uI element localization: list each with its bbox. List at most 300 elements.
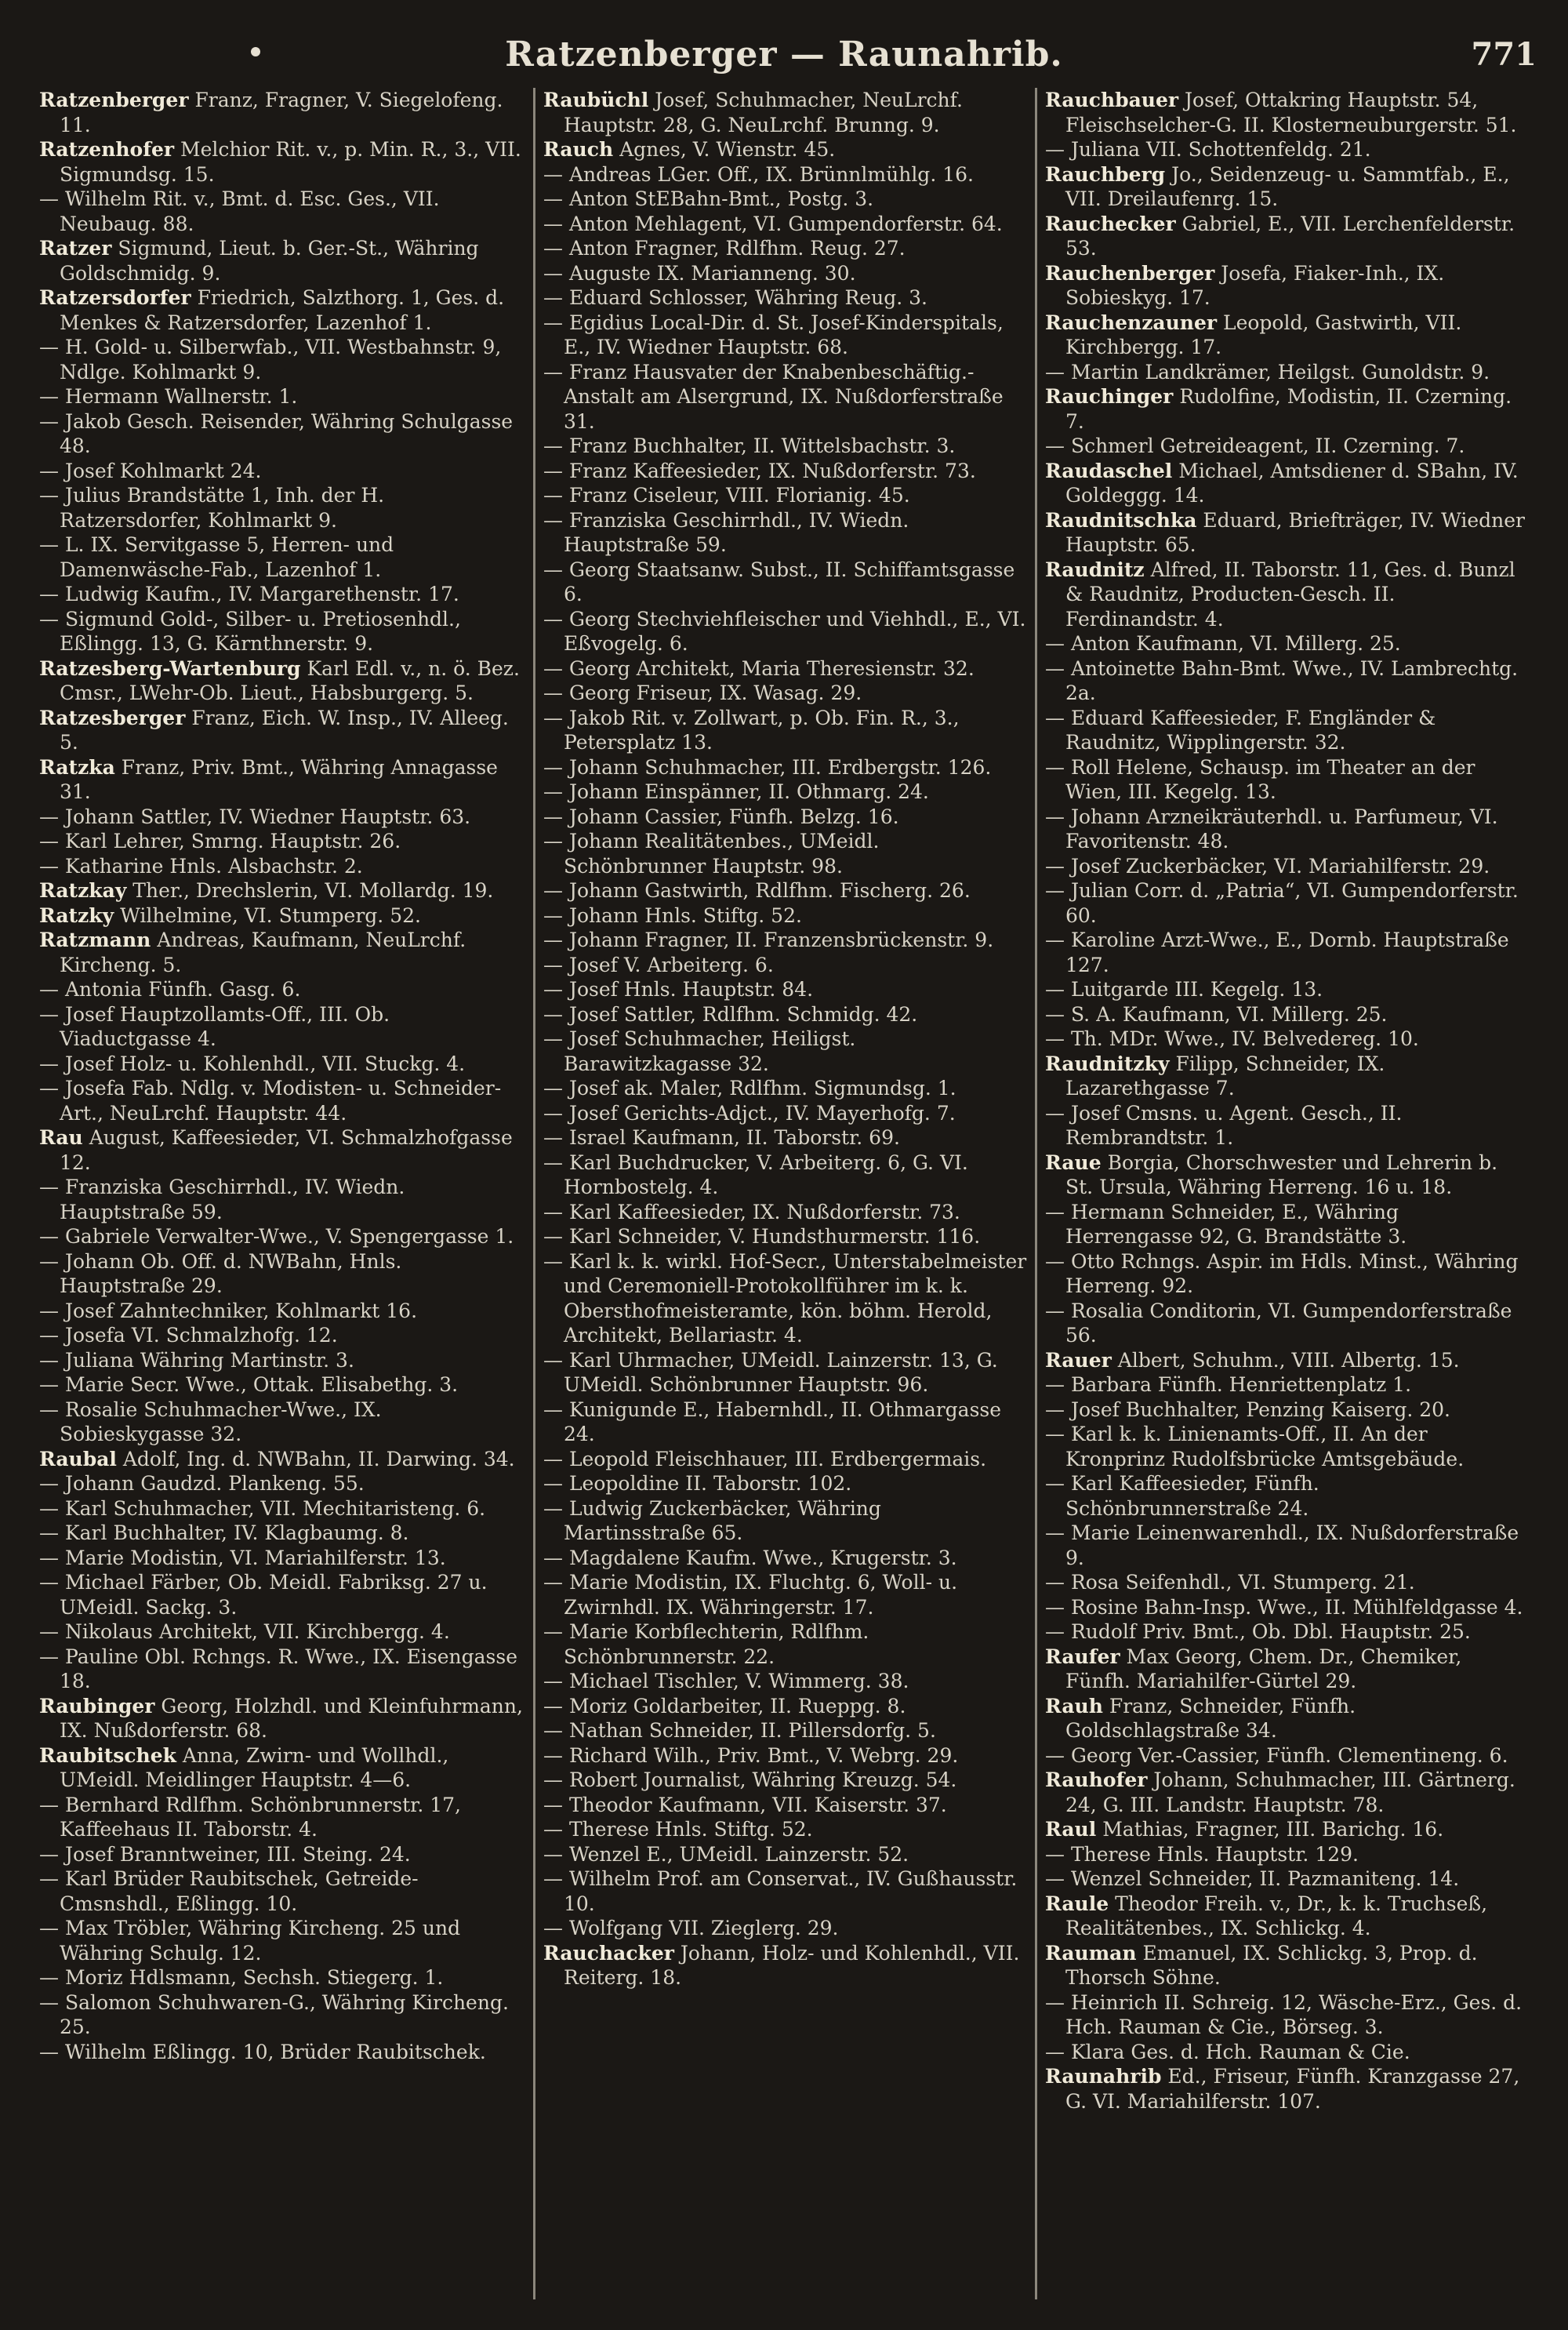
- entry-name: — Israel: [543, 1126, 626, 1149]
- directory-entry: [1045, 1101, 1529, 1150]
- directory-entry: [1045, 1570, 1529, 1595]
- directory-entry: [1045, 137, 1529, 162]
- directory-entry: [1045, 1002, 1529, 1027]
- entry-name: — S. A.: [1045, 1002, 1117, 1026]
- entry-details: Zahntechniker, Kohlmarkt 16.: [119, 1299, 418, 1322]
- directory-entry: [1045, 384, 1529, 434]
- entry-details: Buchhalter, Penzing Kaiserg. 20.: [1125, 1398, 1450, 1421]
- entry-name: — Th.: [1045, 1027, 1103, 1050]
- entry-name: Raudnitschka: [1045, 508, 1197, 532]
- entry-details: StEBahn-Bmt., Postg. 3.: [634, 187, 874, 210]
- directory-entry: [39, 1002, 525, 1052]
- directory-entry: [39, 1619, 525, 1645]
- directory-entry: [39, 1125, 525, 1175]
- entry-details: k. k. Linienamts-Off., II. An der Kronprinz Rudolfsbrücke Amtsgebäude.: [1065, 1423, 1465, 1470]
- directory-entry: [543, 903, 1027, 929]
- directory-entry: [39, 1521, 525, 1546]
- entry-details: Hnls. Stiftg. 52.: [655, 1818, 813, 1841]
- entry-details: Färber, Ob. Meidl. Fabriksg. 27 u. UMeidl. Sackg. 3.: [60, 1571, 488, 1619]
- entry-name: — Ludwig: [39, 583, 140, 605]
- directory-entry: [543, 755, 1027, 780]
- entry-name: — Karl: [39, 1496, 107, 1520]
- entry-details: Kaufmann, VII. Kaiserstr. 37.: [658, 1793, 947, 1816]
- directory-entry: [1045, 854, 1529, 879]
- entry-details: IX. Marianneng. 30.: [656, 261, 856, 285]
- directory-entry: [543, 1471, 1027, 1496]
- entry-details: Johann, Schuhmacher, III. Gärtnerg. 24, G. III. Landstr. Hauptstr. 78.: [1065, 1768, 1515, 1816]
- directory-entry: [543, 1348, 1027, 1398]
- directory-entry: [1045, 162, 1529, 212]
- entry-details: Geschirrhdl., IV. Wiedn. Hauptstraße 59.: [564, 508, 909, 556]
- entry-name: Rauh: [1045, 1694, 1103, 1718]
- entry-details: LGer. Off., IX. Brünnlmühlg. 16.: [657, 162, 974, 186]
- directory-entry: [543, 1669, 1027, 1694]
- entry-details: Modistin, IX. Fluchtg. 6, Woll- u. Zwirnhdl. IX. Währingerstr. 17.: [564, 1571, 958, 1619]
- entry-details: Schlosser, Währing Reug. 3.: [648, 286, 927, 309]
- entry-details: Schuhmacher-Wwe., IX. Sobieskygasse 32.: [60, 1398, 382, 1445]
- entry-details: Leinenwarenhdl., IX. Nußdorferstraße 9.: [1065, 1521, 1519, 1569]
- entry-name: — Moriz: [543, 1694, 627, 1718]
- entry-name: — Magdalene: [543, 1546, 681, 1569]
- entry-name: — Nathan: [543, 1719, 643, 1742]
- entry-name: — Georg: [1045, 1743, 1132, 1767]
- entry-name: — Rosine: [1045, 1595, 1138, 1619]
- entry-name: Rauhofer: [1045, 1768, 1148, 1791]
- directory-entry: [39, 236, 525, 285]
- entry-details: Schneider, II. Pazmaniteng. 14.: [1148, 1867, 1460, 1890]
- directory-entry: [1045, 1842, 1529, 1867]
- entry-details: Kaffeesieder, IX. Nußdorferstr. 73.: [617, 1200, 960, 1223]
- entry-details: Adolf, Ing. d. NWBahn, II. Darwing. 34.: [122, 1447, 515, 1470]
- entry-name: — Josef: [543, 978, 618, 1001]
- entry-name: — Julius: [39, 484, 121, 507]
- entry-name: Ratzka: [39, 755, 115, 779]
- directory-entry: [39, 1645, 525, 1694]
- directory-entry: [543, 459, 1027, 484]
- entry-details: Kaufmann, VI. Millerg. 25.: [1123, 1002, 1388, 1026]
- directory-entry: [1045, 1422, 1529, 1471]
- directory-entry: [39, 409, 525, 459]
- entry-details: Sattler, Rdlfhm. Schmidg. 42.: [623, 1002, 918, 1026]
- page-number: 771: [1471, 36, 1537, 73]
- entry-name: — Johann: [543, 805, 639, 828]
- directory-entry: [39, 878, 525, 903]
- entry-name: — Karl: [543, 1150, 612, 1174]
- directory-entry: [39, 607, 525, 656]
- directory-entry: [39, 854, 525, 879]
- directory-entry: [543, 1718, 1027, 1743]
- directory-entry: [543, 928, 1027, 953]
- directory-entry: [543, 434, 1027, 459]
- directory-entry: [543, 607, 1027, 656]
- entry-details: Fragner, II. Franzensbrückenstr. 9.: [644, 929, 994, 951]
- entry-details: Conditorin, VI. Gumpendorferstraße 56.: [1065, 1299, 1512, 1347]
- entry-details: Cassier, Fünfh. Belzg. 16.: [644, 805, 899, 828]
- entry-details: VII. Schottenfeldg. 21.: [1145, 138, 1371, 161]
- entry-details: VI. Schmalzhofg. 12.: [131, 1324, 338, 1347]
- directory-entry: [543, 1150, 1027, 1200]
- entry-details: Hauptzollamts-Off., III. Ob. Viaductgasse 4.: [60, 1002, 390, 1050]
- directory-entry: [1045, 1892, 1529, 1941]
- entry-name: — Georg: [543, 607, 630, 631]
- entry-details: Buchhalter, II. Wittelsbachstr. 3.: [633, 434, 956, 457]
- entry-details: Getreideagent, II. Czerning. 7.: [1160, 434, 1465, 457]
- directory-entry: [543, 1447, 1027, 1472]
- entry-name: Raubinger: [39, 1694, 155, 1718]
- entry-name: — Josef: [39, 1052, 114, 1075]
- directory-entry: [543, 1002, 1027, 1027]
- entry-name: — Juliana: [1045, 138, 1140, 161]
- directory-entry: [1045, 1694, 1529, 1743]
- entry-name: — Wilhelm: [39, 2040, 147, 2063]
- entry-details: Gastwirth, Rdlfhm. Fischerg. 26.: [644, 879, 971, 902]
- entry-name: — Antoinette: [1045, 656, 1175, 680]
- directory-entry: [1045, 434, 1529, 459]
- entry-name: — Johann: [543, 755, 639, 779]
- directory-entry: [543, 1224, 1027, 1249]
- entry-details: Schuhmacher, Heiligst. Barawitzkagasse 32.: [564, 1027, 856, 1075]
- directory-entry: [543, 137, 1027, 162]
- entry-name: — Marie: [1045, 1521, 1131, 1544]
- entry-name: — Josef: [543, 1027, 618, 1050]
- directory-entry: [1045, 1768, 1529, 1817]
- entry-name: — Johann: [39, 1472, 135, 1495]
- entry-name: — Richard: [543, 1743, 648, 1767]
- entry-name: — Franz: [543, 459, 627, 482]
- entry-details: Schneider, E., Währing Herrengasse 92, G. Brandstätte 3.: [1065, 1200, 1407, 1248]
- entry-name: — Karl: [1045, 1472, 1113, 1495]
- entry-details: Gaudzd. Plankeng. 55.: [140, 1472, 365, 1495]
- directory-entry: [543, 311, 1027, 360]
- directory-entry: [543, 360, 1027, 434]
- entry-name: — Josef: [39, 1842, 114, 1866]
- directory-entry: [1045, 261, 1529, 311]
- entry-name: — Anton: [543, 212, 629, 235]
- entry-details: MDr. Wwe., IV. Belvedereg. 10.: [1109, 1027, 1419, 1050]
- directory-entry: [543, 977, 1027, 1002]
- entry-details: ak. Maler, Rdlfhm. Sigmundsg. 1.: [623, 1077, 956, 1100]
- entry-name: — Juliana: [39, 1348, 134, 1372]
- entry-name: — Johann: [543, 929, 639, 951]
- entry-name: — Georg: [543, 558, 630, 581]
- entry-name: — Johann: [543, 903, 639, 927]
- column-3: [1035, 88, 1537, 2299]
- entry-details: Gerichts-Adjct., IV. Mayerhofg. 7.: [623, 1101, 956, 1125]
- directory-entry: [39, 285, 525, 335]
- directory-entry: [39, 187, 525, 236]
- entry-name: — Anton: [1045, 632, 1131, 655]
- entry-name: — Johann: [543, 830, 639, 852]
- directory-entry: [39, 1867, 525, 1916]
- column-1: [31, 88, 533, 2299]
- directory-entry: [39, 1175, 525, 1224]
- directory-entry: [543, 212, 1027, 237]
- entry-details: Modistin, VI. Mariahilferstr. 13.: [130, 1546, 446, 1569]
- entry-details: Friseur, IX. Wasag. 29.: [636, 682, 862, 704]
- entry-name: Rauchecker: [1045, 212, 1176, 235]
- entry-details: Fünfh. Gasg. 6.: [148, 978, 301, 1001]
- entry-details: E., UMeidl. Lainzerstr. 52.: [646, 1842, 909, 1866]
- entry-name: — Josefa: [39, 1077, 125, 1100]
- entry-name: — Wilhelm: [39, 187, 147, 210]
- entry-details: Sigmund, Lieut. b. Ger.-St., Währing Goldschmidg. 9.: [60, 237, 479, 285]
- directory-entry: [1045, 1200, 1529, 1249]
- entry-name: — Josef: [543, 1101, 618, 1125]
- directory-entry: [39, 88, 525, 137]
- directory-entry: [39, 805, 525, 830]
- entry-details: Rudolfine, Modistin, II. Czerning. 7.: [1065, 385, 1512, 433]
- entry-details: Arzneikräuterhdl. u. Parfumeur, VI. Favoritenstr. 48.: [1065, 805, 1498, 852]
- entry-name: Ratzesberg-Wartenburg: [39, 656, 301, 680]
- entry-name: — Sigmund: [39, 607, 154, 631]
- entry-name: Rauchinger: [1045, 385, 1174, 408]
- entry-details: Gesch. Reisender, Währing Schulgasse 48.: [60, 409, 514, 457]
- directory-entry: [1045, 558, 1529, 632]
- entry-name: — Therese: [543, 1818, 649, 1841]
- entry-name: — Auguste: [543, 261, 651, 285]
- directory-entry: [543, 1842, 1027, 1867]
- directory-entry: [1045, 1743, 1529, 1768]
- directory-entry: [1045, 1027, 1529, 1052]
- directory-entry: [543, 780, 1027, 805]
- directory-entry: [543, 1768, 1027, 1793]
- directory-entry: [543, 1867, 1027, 1916]
- directory-entry: [543, 508, 1027, 558]
- entry-details: Priv. Bmt., Ob. Dbl. Hauptstr. 25.: [1142, 1620, 1471, 1643]
- directory-entry: [39, 903, 525, 929]
- entry-details: Landkrämer, Heilgst. Gunoldstr. 9.: [1145, 360, 1490, 383]
- entry-details: Brüder Raubitschek, Getreide-Cmsnshdl., Eßlingg. 10.: [60, 1867, 419, 1915]
- entry-name: — Andreas: [543, 162, 652, 186]
- directory-entry: [543, 1546, 1027, 1571]
- entry-name: — Johann: [543, 780, 639, 803]
- entry-name: Ratzenberger: [39, 89, 189, 111]
- entry-details: Borgia, Chorschwester und Lehrerin b. St. Ursula, Währing Herreng. 16 u. 18.: [1065, 1150, 1498, 1198]
- entry-name: — Josef: [543, 1002, 618, 1026]
- entry-name: — Karl: [543, 1225, 612, 1248]
- entry-details: II. Schreig. 12, Wäsche-Erz., Ges. d. Hch. Rauman & Cie., Börseg. 3.: [1065, 1990, 1523, 2038]
- column-2: [533, 88, 1035, 2299]
- entry-details: Zuckerbäcker, VI. Mariahilferstr. 29.: [1125, 854, 1490, 878]
- directory-entry: [1045, 1817, 1529, 1842]
- entry-name: Ratzesberger: [39, 706, 186, 729]
- directory-entry: [1045, 631, 1529, 656]
- entry-details: Buchdrucker, V. Arbeiterg. 6, G. VI. Hornbostelg. 4.: [564, 1150, 968, 1198]
- directory-entry: [39, 1990, 525, 2040]
- entry-details: Josef, Schuhmacher, NeuLrchf. Hauptstr. 28, G. NeuLrchf. Brunng. 9.: [564, 89, 963, 136]
- entry-name: — Heinrich: [1045, 1990, 1158, 2014]
- directory-entry: [39, 1570, 525, 1619]
- entry-details: Alfred, II. Taborstr. 11, Ges. d. Bunzl & Raudnitz, Producten-Gesch. II. Ferdinandstr. 4.: [1065, 558, 1515, 631]
- entry-name: — Ludwig: [543, 1496, 644, 1520]
- entry-name: Raudnitzky: [1045, 1052, 1170, 1075]
- entry-name: — Rudolf: [1045, 1620, 1137, 1643]
- entry-details: Fünfh. Henriettenplatz 1.: [1157, 1373, 1412, 1396]
- entry-details: Hnls. Hauptstr. 84.: [623, 978, 814, 1001]
- entry-name: — Barbara: [1045, 1373, 1152, 1396]
- entry-name: — Anton: [543, 237, 629, 260]
- entry-details: Wilhelmine, VI. Stumperg. 52.: [120, 903, 421, 927]
- entry-details: Hnls. Alsbachstr. 2.: [169, 854, 363, 878]
- entry-details: Franz, Schneider, Fünfh. Goldschlagstraße 34.: [1065, 1694, 1356, 1742]
- directory-entry: [39, 1471, 525, 1496]
- entry-details: Währing Martinstr. 3.: [140, 1348, 354, 1372]
- entry-details: Gold- u. Silberwfab., VII. Westbahnstr. 9, Ndlge. Kohlmarkt 9.: [60, 336, 502, 383]
- directory-entry: [39, 1348, 525, 1373]
- entry-details: Fragner, Rdlfhm. Reug. 27.: [634, 237, 906, 260]
- entry-name: — Jakob: [543, 706, 626, 729]
- entry-name: — Jakob: [39, 409, 122, 433]
- directory-entry: [543, 1793, 1027, 1818]
- directory-entry: [543, 285, 1027, 311]
- directory-entry: [39, 137, 525, 187]
- entry-name: — Karl: [39, 1867, 107, 1890]
- directory-entry: [543, 1916, 1027, 1941]
- entry-details: Kaufmann, VI. Millerg. 25.: [1136, 632, 1401, 655]
- directory-entry: [39, 1496, 525, 1521]
- entry-details: Rit. v. Zollwart, p. Ob. Fin. R., 3., Petersplatz 13.: [564, 706, 960, 754]
- entry-name: — Georg: [543, 682, 630, 704]
- entry-details: Agnes, V. Wienstr. 45.: [619, 138, 836, 161]
- entry-details: VII. Zieglerg. 29.: [669, 1917, 839, 1939]
- entry-name: Rauchenberger: [1045, 261, 1215, 285]
- entry-name: — Georg: [543, 656, 630, 680]
- entry-details: Uhrmacher, UMeidl. Lainzerstr. 13, G. UMeidl. Schönbrunner Hauptstr. 96.: [564, 1348, 998, 1396]
- directory-entry: [543, 1619, 1027, 1669]
- entry-name: — Hermann: [39, 385, 159, 408]
- entry-details: Hnls. Hauptstr. 129.: [1156, 1842, 1359, 1866]
- entry-details: Seifenhdl., VI. Stumperg. 21.: [1125, 1571, 1415, 1594]
- entry-name: — Josef: [39, 1002, 114, 1026]
- entry-name: — Martin: [1045, 360, 1139, 383]
- entry-details: Branntweiner, III. Steing. 24.: [119, 1842, 411, 1866]
- entry-details: Hnls. Stiftg. 52.: [644, 903, 802, 927]
- entry-name: — Michael: [39, 1571, 145, 1594]
- entry-name: — Franz: [543, 360, 627, 383]
- entry-details: Max Georg, Chem. Dr., Chemiker, Fünfh. Mariahilfer-Gürtel 29.: [1065, 1645, 1462, 1692]
- entry-details: Josefa, Fiaker-Inh., IX. Sobieskyg. 17.: [1065, 261, 1445, 309]
- entry-details: Filipp, Schneider, IX. Lazarethgasse 7.: [1065, 1052, 1385, 1100]
- directory-entry: [1045, 1398, 1529, 1423]
- directory-entry: [543, 1200, 1027, 1225]
- entry-name: — Rosa: [1045, 1571, 1120, 1594]
- entry-name: Ratzer: [39, 237, 112, 260]
- entry-name: — Karl: [1045, 1423, 1113, 1445]
- directory-entry: [543, 236, 1027, 261]
- directory-entry: [543, 681, 1027, 706]
- entry-name: — Marie: [39, 1546, 125, 1569]
- entry-name: Raudaschel: [1045, 459, 1173, 482]
- entry-details: Georg, Holzhdl. und Kleinfuhrmann, IX. Nußdorferstr. 68.: [60, 1694, 523, 1742]
- entry-details: Friedrich, Salzthorg. 1, Ges. d. Menkes & Ratzersdorfer, Lazenhof 1.: [60, 286, 505, 334]
- entry-details: Brandstätte 1, Inh. der H. Ratzersdorfer, Kohlmarkt 9.: [60, 484, 385, 532]
- entry-name: Raule: [1045, 1892, 1109, 1915]
- entry-name: — Therese: [1045, 1842, 1151, 1866]
- entry-details: Kaufm., IV. Margarethenstr. 17.: [145, 583, 459, 605]
- entry-name: — Franziska: [39, 1176, 163, 1198]
- entry-name: — Josef: [543, 1077, 618, 1100]
- directory-entry: [39, 1842, 525, 1867]
- entry-details: August, Kaffeesieder, VI. Schmalzhofgasse 12.: [60, 1126, 513, 1174]
- entry-details: Architekt, VII. Kirchbergg. 4.: [158, 1620, 450, 1643]
- directory-entry: [543, 162, 1027, 187]
- entry-details: Andreas, Kaufmann, NeuLrchf. Kircheng. 5.: [60, 929, 466, 976]
- directory-entry: [543, 805, 1027, 830]
- directory-entry: [543, 1743, 1027, 1768]
- entry-details: Kaffeesieder, Fünfh. Schönbrunnerstraße 24.: [1065, 1472, 1319, 1520]
- entry-name: — Karl: [39, 830, 107, 852]
- columns-container: [31, 88, 1537, 2299]
- directory-entry: [39, 1052, 525, 1077]
- directory-entry: [543, 1496, 1027, 1546]
- entry-name: — Leopold: [543, 1447, 649, 1470]
- entry-details: Gabriel, E., VII. Lerchenfelderstr. 53.: [1065, 212, 1515, 260]
- entry-name: — Franz: [543, 434, 627, 457]
- entry-name: — Pauline: [39, 1645, 139, 1668]
- directory-entry: [39, 1323, 525, 1348]
- entry-details: Mehlagent, VI. Gumpendorferstr. 64.: [634, 212, 1003, 235]
- entry-details: Helene, Schausp. im Theater an der Wien, III. Kegelg. 13.: [1065, 755, 1475, 803]
- entry-name: — Leopoldine: [543, 1472, 680, 1495]
- entry-name: Rauchacker: [543, 1941, 674, 1965]
- entry-name: — Gabriele: [39, 1225, 151, 1248]
- entry-name: Ratzmann: [39, 929, 151, 951]
- entry-name: — Josefa: [39, 1324, 125, 1347]
- entry-details: Zuckerbäcker, Währing Martinsstraße 65.: [564, 1496, 881, 1544]
- directory-entry: [543, 558, 1027, 607]
- entry-details: Theodor Freih. v., Dr., k. k. Truchseß, Realitätenbes., IX. Schlickg. 4.: [1065, 1892, 1488, 1939]
- entry-details: Prof. am Conservat., IV. Gußhausstr. 10.: [564, 1867, 1018, 1915]
- entry-name: Rauch: [543, 138, 614, 161]
- directory-entry: [39, 1076, 525, 1125]
- entry-details: Emanuel, IX. Schlickg. 3, Prop. d. Thorsch Söhne.: [1065, 1941, 1478, 1989]
- entry-name: Rau: [39, 1126, 83, 1149]
- directory-entry: [543, 483, 1027, 508]
- directory-entry: [543, 878, 1027, 903]
- entry-details: Holz- u. Kohlenhdl., VII. Stuckg. 4.: [119, 1052, 466, 1075]
- entry-details: Kaufmann, II. Taborstr. 69.: [632, 1126, 900, 1149]
- directory-entry: [1045, 1052, 1529, 1101]
- entry-details: Leopold, Gastwirth, VII. Kirchbergg. 17.: [1065, 311, 1462, 358]
- directory-entry: [39, 1447, 525, 1472]
- entry-name: — Schmerl: [1045, 434, 1154, 457]
- entry-name: — Josef: [39, 459, 114, 482]
- entry-name: Raue: [1045, 1150, 1102, 1174]
- entry-details: II. Taborstr. 102.: [685, 1472, 852, 1495]
- directory-entry: [1045, 2040, 1529, 2065]
- entry-details: Melchior Rit. v., p. Min. R., 3., VII. Sigmundsg. 15.: [60, 138, 521, 186]
- entry-name: — Marie: [543, 1571, 629, 1594]
- directory-entry: [1045, 977, 1529, 1002]
- directory-entry: [543, 953, 1027, 978]
- entry-name: — Marie: [39, 1373, 125, 1396]
- entry-details: Franz, Eich. W. Insp., IV. Alleeg. 5.: [60, 706, 509, 754]
- entry-name: — Bernhard: [39, 1793, 160, 1816]
- entry-details: Josef, Ottakring Hauptstr. 54, Fleischselcher-G. II. Klosterneuburgerstr. 51.: [1065, 89, 1517, 136]
- ornament-dot: [251, 47, 260, 56]
- entry-details: Hausvater der Knabenbeschäftig.-Anstalt am Alsergrund, IX. Nußdorferstraße 31.: [564, 360, 1004, 433]
- entry-name: — Karoline: [1045, 929, 1156, 951]
- entry-name: — Eduard: [543, 286, 643, 309]
- entry-name: Ratzkay: [39, 879, 127, 902]
- entry-details: Tröbler, Währing Kircheng. 25 und Währing Schulg. 12.: [60, 1917, 461, 1965]
- entry-name: — Josef: [543, 953, 618, 976]
- entry-name: Ratzenhofer: [39, 138, 175, 161]
- entry-name: — Josef: [39, 1299, 114, 1322]
- entry-name: — L.: [39, 533, 85, 556]
- directory-entry: [39, 1398, 525, 1447]
- entry-details: Lehrer, Smrng. Hauptstr. 26.: [113, 830, 401, 852]
